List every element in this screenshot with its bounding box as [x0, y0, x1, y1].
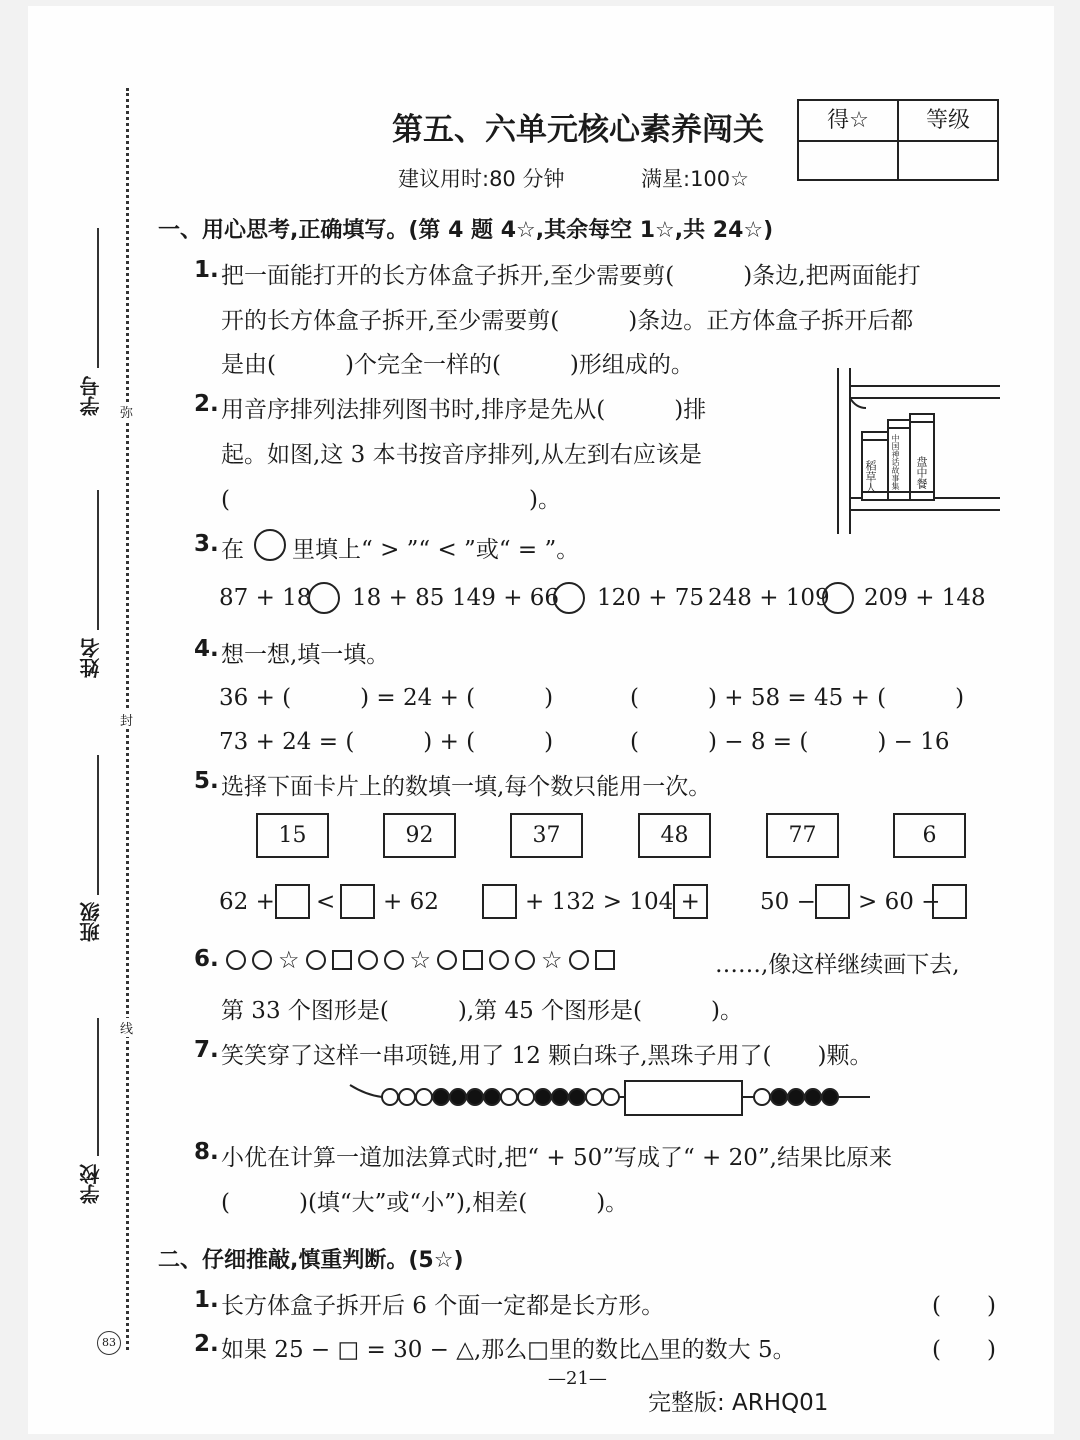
answer-box[interactable]	[482, 884, 517, 919]
answer-box[interactable]	[340, 884, 375, 919]
score-table	[797, 99, 999, 181]
book-2: 中国神话故事集	[891, 434, 900, 490]
circle-shape	[306, 950, 326, 970]
cut-mark-1: 弥	[120, 402, 133, 421]
q2-line3: ( )。	[221, 487, 561, 513]
class-line	[97, 755, 99, 895]
square-shape	[595, 950, 615, 970]
q8-number: 8.	[194, 1139, 219, 1165]
q4-number: 4.	[194, 636, 219, 662]
name-label: 姓名	[79, 638, 103, 678]
q5-expr3-a: 50 −	[760, 889, 816, 915]
q3-example-circle	[254, 529, 286, 561]
q5-intro: 选择下面卡片上的数填一填,每个数只能用一次。	[221, 774, 712, 800]
q3-expr-5: 248 + 109	[708, 585, 830, 611]
circle-shape	[358, 950, 378, 970]
class-label: 班级	[79, 902, 103, 942]
q3-answer-circle[interactable]	[308, 582, 340, 614]
necklace-illustration	[348, 1075, 873, 1121]
q4-row1-right: ( ) + 58 = 45 + ( )	[630, 685, 965, 711]
q6-number: 6.	[194, 946, 219, 972]
q4-intro: 想一想,填一填。	[221, 642, 390, 668]
q8-line2: ( )(填“大”或“小”),相差( )。	[221, 1190, 629, 1216]
school-line	[97, 1018, 99, 1156]
q5-expr3-b: > 60 −	[858, 889, 941, 915]
q3-expr-6: 209 + 148	[864, 585, 986, 611]
q5-number: 5.	[194, 768, 219, 794]
q3-number: 3.	[194, 531, 219, 557]
student-id-label: 学号	[79, 376, 103, 416]
page-badge: 83	[97, 1331, 121, 1355]
q3-expr-1: 87 + 18	[219, 585, 312, 611]
q5-expr2-a: + 132 > 104 +	[525, 889, 700, 915]
q6-line2: 第 33 个图形是( ),第 45 个图形是( )。	[221, 998, 743, 1024]
circle-shape	[489, 950, 509, 970]
q8-line1: 小优在计算一道加法算式时,把“ + 50”写成了“ + 20”,结果比原来	[221, 1145, 892, 1171]
cut-mark-3: 线	[120, 1018, 133, 1037]
q5-expr1-c: + 62	[383, 889, 439, 915]
answer-box[interactable]	[673, 884, 708, 919]
q5-expr1-b: <	[316, 889, 336, 915]
q7-text: 笑笑穿了这样一串项链,用了 12 颗白珠子,黑珠子用了( )颗。	[221, 1043, 873, 1069]
bookshelf-illustration	[836, 368, 1002, 536]
q1-number: 1.	[194, 257, 219, 283]
q2-line2: 起。如图,这 3 本书按音序排列,从左到右应该是	[221, 442, 702, 468]
section2-heading: 二、仔细推敲,慎重判断。(5☆)	[158, 1248, 464, 1273]
q5-expr1-a: 62 +	[219, 889, 275, 915]
s2-q2-number: 2.	[194, 1331, 219, 1357]
number-card: 48	[638, 813, 711, 858]
square-shape	[463, 950, 483, 970]
q3-expr-4: 120 + 75	[597, 585, 705, 611]
circle-shape	[384, 950, 404, 970]
score-cell[interactable]	[799, 142, 899, 179]
star-shape: ☆	[409, 946, 432, 974]
q3-intro-a: 在	[221, 537, 244, 563]
q4-row1-left: 36 + ( ) = 24 + ( )	[219, 685, 554, 711]
school-label: 学校	[79, 1164, 103, 1204]
score-header: 得☆	[799, 101, 899, 142]
q4-row2-right: ( ) − 8 = ( ) − 16	[630, 729, 950, 755]
s2-q2-text: 如果 25 − □ = 30 − △,那么□里的数比△里的数大 5。	[221, 1337, 796, 1363]
number-card: 37	[510, 813, 583, 858]
full-score: 满星:100☆	[641, 167, 749, 191]
q2-number: 2.	[194, 391, 219, 417]
number-card: 92	[383, 813, 456, 858]
q3-expr-3: 149 + 66	[452, 585, 560, 611]
circle-shape	[226, 950, 246, 970]
star-shape: ☆	[278, 946, 300, 974]
judgement-answer[interactable]: ( )	[932, 1337, 996, 1363]
q1-line1: 把一面能打开的长方体盒子拆开,至少需要剪( )条边,把两面能打	[221, 263, 921, 289]
circle-shape	[569, 950, 589, 970]
q3-intro-b: 里填上“ > ”“ < ”或“ = ”。	[292, 537, 580, 563]
q6-line1-tail: ……,像这样继续画下去,	[715, 952, 960, 978]
circle-shape	[437, 950, 457, 970]
star-shape: ☆	[541, 946, 563, 974]
number-card: 15	[256, 813, 329, 858]
square-shape	[332, 950, 352, 970]
q3-answer-circle[interactable]	[553, 582, 585, 614]
book-1: 稻草人	[864, 460, 877, 493]
suggested-time: 建议用时:80 分钟	[398, 167, 565, 191]
q6-shape-sequence	[226, 946, 615, 974]
name-line	[97, 490, 99, 630]
q4-row2-left: 73 + 24 = ( ) + ( )	[219, 729, 554, 755]
book-3: 盘中餐	[915, 456, 928, 489]
edition-code: 完整版: ARHQ01	[648, 1390, 829, 1416]
s2-q1-text: 长方体盒子拆开后 6 个面一定都是长方形。	[221, 1293, 665, 1319]
page-number: —21—	[548, 1368, 607, 1389]
judgement-answer[interactable]: ( )	[932, 1293, 996, 1319]
q7-number: 7.	[194, 1037, 219, 1063]
answer-box[interactable]	[815, 884, 850, 919]
number-card: 77	[766, 813, 839, 858]
grade-cell[interactable]	[899, 142, 997, 179]
circle-shape	[515, 950, 535, 970]
student-id-line	[97, 228, 99, 368]
q2-line1: 用音序排列法排列图书时,排序是先从( )排	[221, 397, 707, 423]
section1-heading: 一、用心思考,正确填写。(第 4 题 4☆,其余每空 1☆,共 24☆)	[158, 218, 774, 243]
q3-expr-2: 18 + 85	[352, 585, 445, 611]
cut-mark-2: 封	[120, 710, 133, 729]
q1-line3: 是由( )个完全一样的( )形组成的。	[221, 352, 694, 378]
s2-q1-number: 1.	[194, 1287, 219, 1313]
q1-line2: 开的长方体盒子拆开,至少需要剪( )条边。正方体盒子拆开后都	[221, 308, 914, 334]
circle-shape	[252, 950, 272, 970]
number-card: 6	[893, 813, 966, 858]
page-title: 第五、六单元核心素养闯关	[392, 112, 764, 148]
grade-header: 等级	[899, 101, 997, 142]
q3-answer-circle[interactable]	[822, 582, 854, 614]
answer-box[interactable]	[275, 884, 310, 919]
answer-box[interactable]	[932, 884, 967, 919]
